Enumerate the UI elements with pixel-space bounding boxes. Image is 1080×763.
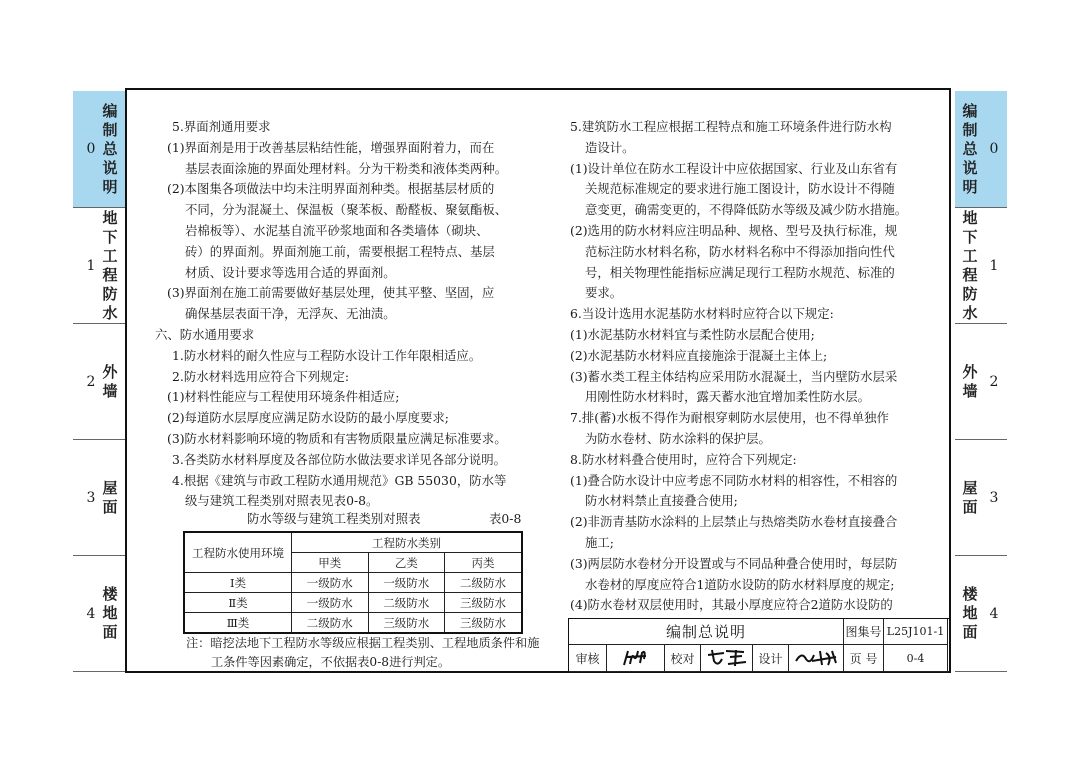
index-tab-number: 3 — [989, 489, 999, 506]
index-tab — [955, 556, 1007, 672]
index-tab — [73, 91, 125, 208]
index-tab — [955, 208, 1007, 324]
text-line: 7.排(蓄)水板不得作为耐根穿刺防水层使用，也不得单独作 — [570, 410, 889, 426]
check-label: 校对 — [665, 645, 701, 672]
note-line: 工条件等因素确定，不依据表0-8进行判定。 — [211, 655, 451, 669]
design-label: 设计 — [753, 645, 789, 672]
index-tab-number: 3 — [86, 489, 96, 506]
table-row — [184, 613, 522, 634]
left-index-tabs — [73, 91, 125, 672]
right-index-tabs — [955, 91, 1007, 672]
right-text-column — [566, 117, 932, 616]
text-line: 2.防水材料选用应符合下列规定: — [172, 368, 350, 384]
index-tab-label: 编制总说明 — [102, 101, 118, 196]
grade-cell: 二级防水 — [445, 573, 522, 593]
grade-cell: 二级防水 — [368, 593, 445, 613]
index-tab-number: 2 — [86, 373, 96, 390]
grade-cell: 二级防水 — [292, 613, 369, 634]
index-tab-number: 4 — [86, 605, 96, 622]
text-line: 不同，分为混凝土、保温板（聚苯板、酚醛板、聚氨酯板、 — [185, 202, 508, 218]
grade-cell: 三级防水 — [445, 593, 522, 613]
table-title: 防水等级与建筑工程类别对照表 — [247, 511, 421, 526]
grade-cell: 一级防水 — [292, 593, 369, 613]
atlas-number: L25J101-1 — [884, 619, 948, 645]
index-tab-number: 1 — [989, 257, 999, 274]
text-line: 级与建筑工程类别对照表见表0-8。 — [185, 493, 379, 509]
text-line: 材质、设计要求等选用合适的界面剂。 — [185, 264, 396, 280]
text-line: 六、防水通用要求 — [155, 326, 255, 342]
waterproof-grade-table — [183, 531, 523, 634]
title-block — [568, 618, 949, 672]
env-cell: Ⅰ类 — [184, 573, 292, 593]
index-tab-label: 地下工程防水 — [102, 208, 118, 322]
text-line: (2)选用的防水材料应注明品种、规格、型号及执行标准，规 — [570, 222, 898, 238]
text-line: (1)设计单位在防水工程设计中应依据国家、行业及山东省有 — [570, 160, 898, 176]
text-line: 1.防水材料的耐久性应与工程防水设计工作年限相适应。 — [172, 347, 482, 363]
checker-signature — [701, 645, 753, 672]
text-line: (1)材料性能应与工程使用环境条件相适应; — [167, 389, 400, 405]
index-tab-label: 外墙 — [102, 362, 118, 400]
index-tab-label: 屋面 — [102, 478, 118, 516]
table-row — [184, 573, 522, 593]
text-line: 5.界面剂通用要求 — [172, 119, 271, 134]
text-line: (2)水泥基防水材料应直接施涂于混凝土主体上; — [570, 347, 828, 363]
text-line: 5.建筑防水工程应根据工程特点和施工环境条件进行防水构 — [570, 119, 892, 134]
text-line: 关规范标准规定的要求进行施工图设计，防水设计不得随 — [585, 181, 895, 197]
text-line: 基层表面涂施的界面处理材料。分为干粉类和液体类两种。 — [185, 160, 508, 176]
text-line: (2)本图集各项做法中均未注明界面剂种类。根据基层材质的 — [167, 181, 495, 197]
text-line: 确保基层表面干净，无浮灰、无油渍。 — [185, 306, 396, 322]
text-line: (3)蓄水类工程主体结构应采用防水混凝土，当内壁防水层采 — [570, 368, 898, 384]
text-line: 为防水卷材、防水涂料的保护层。 — [585, 430, 771, 446]
grade-cell: 三级防水 — [445, 613, 522, 634]
table-number: 表0-8 — [489, 511, 522, 526]
text-line: 8.防水材料叠合使用时，应符合下列规定: — [570, 451, 797, 467]
text-line: 意变更，确需变更的，不得降低防水等级及减少防水措施。 — [585, 202, 908, 218]
text-line: (4)防水卷材双层使用时，其最小厚度应符合2道防水设防的 — [570, 597, 893, 613]
index-tab-label: 外墙 — [962, 362, 978, 400]
index-tab — [73, 208, 125, 324]
text-line: 砖）的界面剂。界面剂施工前，需要根据工程特点、基层 — [185, 243, 495, 259]
drawing-title: 编制总说明 — [569, 619, 844, 645]
index-tab — [955, 91, 1007, 208]
grade-cell: 三级防水 — [368, 613, 445, 634]
index-tab — [955, 324, 1007, 440]
text-line: (1)界面剂是用于改善基层粘结性能，增强界面附着力，而在 — [167, 139, 495, 155]
text-line: (3)界面剂在施工前需要做好基层处理，使其平整、坚固，应 — [167, 285, 495, 301]
table-caption — [247, 509, 522, 527]
text-line: 防水材料禁止直接叠合使用; — [585, 493, 738, 509]
index-tab — [73, 440, 125, 556]
index-tab-number: 1 — [86, 257, 96, 274]
index-tab-number: 2 — [989, 373, 999, 390]
env-cell: Ⅲ类 — [184, 613, 292, 634]
text-line: 3.各类防水材料厚度及各部位防水做法要求详见各部分说明。 — [172, 451, 506, 467]
text-line: 水卷材的厚度应符合1道防水设防的防水材料厚度的规定; — [585, 576, 895, 592]
index-tab — [73, 556, 125, 672]
index-tab-number: 0 — [989, 141, 999, 157]
index-tab-label: 屋面 — [962, 478, 978, 516]
text-line: (1)叠合防水设计中应考虑不同防水材料的相容性，不相容的 — [570, 472, 898, 488]
text-line: (3)两层防水卷材分开设置或与不同品种叠合使用时，每层防 — [570, 555, 898, 571]
text-line: 号，相关物理性能指标应满足现行工程防水规范、标准的 — [585, 264, 895, 280]
grade-cell: 一级防水 — [368, 573, 445, 593]
text-line: 岩棉板等）、水泥基自流平砂浆地面和各类墙体（砌块、 — [185, 222, 489, 238]
category-col: 甲类 — [292, 553, 369, 573]
env-cell: Ⅱ类 — [184, 593, 292, 613]
env-header: 工程防水使用环境 — [184, 532, 292, 573]
index-tab-label: 地下工程防水 — [962, 208, 978, 322]
text-line: 造设计。 — [585, 139, 635, 155]
index-tab-number: 4 — [989, 605, 999, 622]
left-text-column — [155, 117, 535, 512]
text-line: 范标注防水材料名称，防水材料名称中不得添加指向性代 — [585, 243, 895, 259]
text-line: 用刚性防水材料时，露天蓄水池宜增加柔性防水层。 — [585, 389, 870, 405]
text-line: (1)水泥基防水材料宜与柔性防水层配合使用; — [570, 326, 815, 342]
text-line: 4.根据《建筑与市政工程防水通用规范》GB 55030，防水等 — [172, 472, 507, 488]
category-header: 工程防水类别 — [292, 532, 523, 553]
index-tab-label: 编制总说明 — [962, 101, 978, 196]
table-note — [186, 634, 539, 672]
index-tab-label: 楼地面 — [102, 585, 118, 641]
index-tab — [955, 440, 1007, 556]
grade-cell: 一级防水 — [292, 573, 369, 593]
text-line: (2)非沥青基防水涂料的上层禁止与热熔类防水卷材直接叠合 — [570, 514, 898, 530]
page-label: 页 号 — [844, 645, 884, 672]
index-tab-label: 楼地面 — [962, 585, 978, 641]
table-row — [184, 593, 522, 613]
text-line: 要求。 — [585, 285, 623, 301]
review-label: 审核 — [569, 645, 607, 672]
note-line: 注：暗挖法地下工程防水等级应根据工程类别、工程地质条件和施 — [186, 636, 540, 650]
index-tab-number: 0 — [86, 141, 96, 157]
category-col: 丙类 — [445, 553, 522, 573]
text-line: (3)防水材料影响环境的物质和有害物质限量应满足标准要求。 — [167, 430, 507, 446]
page-number: 0-4 — [884, 645, 948, 672]
text-line: 6.当设计选用水泥基防水材料时应符合以下规定: — [570, 306, 834, 322]
designer-signature — [789, 645, 844, 672]
index-tab — [73, 324, 125, 440]
atlas-label: 图集号 — [844, 619, 884, 645]
text-line: 施工; — [585, 534, 614, 550]
reviewer-signature — [607, 645, 665, 672]
text-line: (2)每道防水层厚度应满足防水设防的最小厚度要求; — [167, 410, 449, 426]
category-col: 乙类 — [368, 553, 445, 573]
